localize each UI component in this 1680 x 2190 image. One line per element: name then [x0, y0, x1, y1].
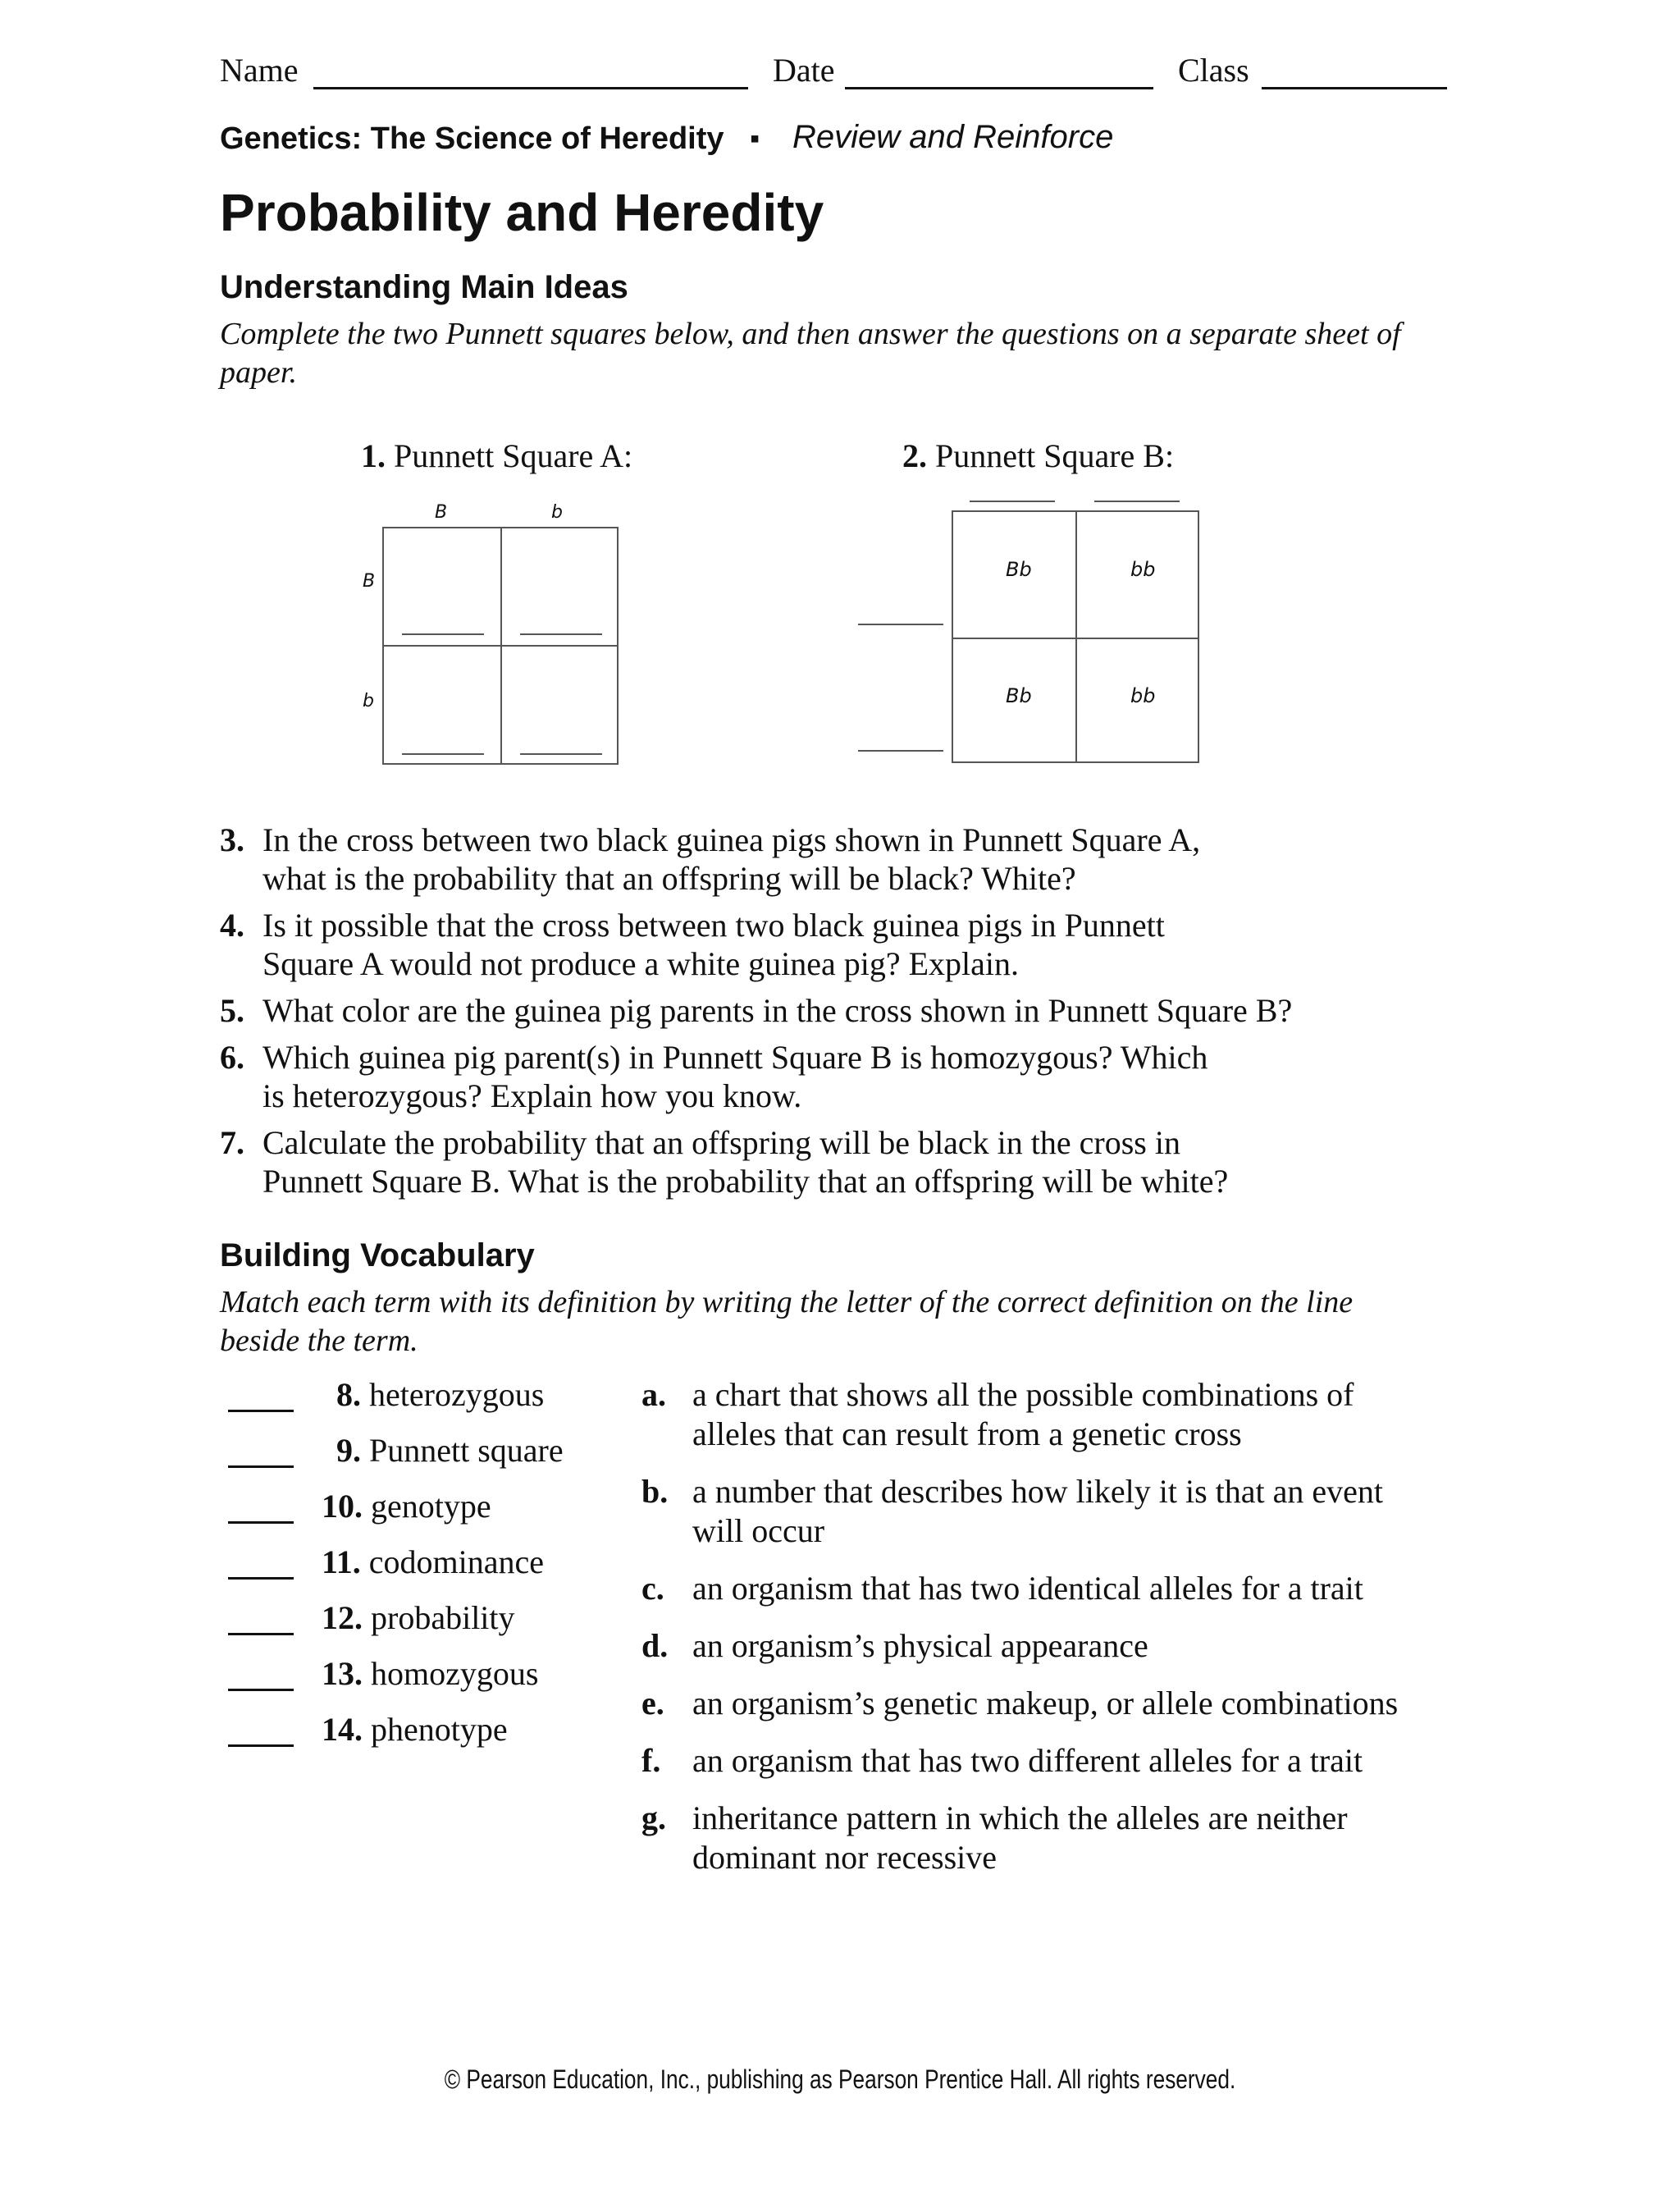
term-text: homozygous [371, 1655, 539, 1692]
term-text: genotype [371, 1488, 491, 1525]
section-subtitle: Review and Reinforce [792, 119, 1114, 155]
definition-letter: a. [641, 1376, 666, 1413]
definition-text-continued: will occur [692, 1512, 825, 1549]
main-ideas-instructions: Complete the two Punnett squares below, and then answer the questions on a separate sheet of paper. [220, 317, 1401, 390]
answer-blank[interactable] [228, 1577, 294, 1580]
term-text: phenotype [371, 1711, 508, 1748]
punnett-b-divider-vertical [1075, 512, 1077, 761]
punnett-a-label [361, 437, 632, 475]
question-number: 6. [220, 1039, 244, 1076]
punnett-b-top-allele-1-blank[interactable] [970, 501, 1055, 502]
answer-blank[interactable] [228, 1521, 294, 1524]
date-field[interactable] [845, 87, 1153, 89]
definition-text: a number that describes how likely it is that an event [692, 1473, 1383, 1510]
answer-blank[interactable] [228, 1689, 294, 1691]
question-7 [220, 1123, 1467, 1200]
answer-blank[interactable] [228, 1465, 294, 1468]
term-text: probability [371, 1599, 515, 1636]
definition-letter: c. [641, 1570, 664, 1607]
punnett-a-cell-1-blank[interactable] [402, 633, 484, 635]
main-ideas-heading: Understanding Main Ideas [220, 269, 628, 305]
name-label: Name [220, 52, 299, 89]
definition-letter: g. [641, 1799, 666, 1836]
definition-c [641, 1569, 1478, 1608]
term-text: heterozygous [369, 1376, 545, 1413]
vocabulary-heading: Building Vocabulary [220, 1237, 535, 1273]
definition-text-continued: alleles that can result from a genetic cross [692, 1415, 1242, 1452]
punnett-a-title: Punnett Square A: [394, 437, 633, 474]
question-text: In the cross between two black guinea pigs shown in Punnett Square A, [262, 821, 1201, 858]
question-text: Is it possible that the cross between two black guinea pigs in Punnett [262, 907, 1165, 944]
punnett-b-side-allele-2-blank[interactable] [858, 750, 943, 752]
question-4 [220, 906, 1467, 983]
punnett-b-title: Punnett Square B: [935, 437, 1175, 474]
definition-d [641, 1626, 1478, 1666]
question-text-continued: Punnett Square B. What is the probability that an offspring will be white? [262, 1163, 1229, 1200]
definition-text: a chart that shows all the possible combinations of [692, 1376, 1354, 1413]
question-text: What color are the guinea pig parents in the cross shown in Punnett Square B? [262, 992, 1293, 1029]
definition-text: an organism that has two different alleles for a trait [692, 1742, 1363, 1779]
term-text: codominance [368, 1543, 545, 1580]
definition-text: inheritance pattern in which the alleles are neither [692, 1799, 1348, 1836]
term-number: 9. [336, 1432, 361, 1469]
definition-text: an organism’s physical appearance [692, 1627, 1148, 1664]
question-number: 5. [220, 992, 244, 1029]
punnett-a-side-allele-1: B [363, 571, 376, 592]
vocabulary-instructions: Match each term with its definition by writing the letter of the correct definition on the line beside the term. [220, 1285, 1354, 1358]
term-number: 10. [322, 1488, 363, 1525]
question-list [220, 821, 1467, 1200]
question-5 [220, 991, 1467, 1030]
term-number: 14. [322, 1711, 363, 1748]
term-number: 8. [336, 1376, 361, 1413]
definition-a [641, 1375, 1478, 1454]
question-text: Calculate the probability that an offspring will be black in the cross in [262, 1124, 1180, 1161]
term-number: 11. [322, 1543, 361, 1580]
punnett-b-cell-2: bb [1130, 558, 1156, 581]
copyright-footer: © Pearson Education, Inc., publishing as Pearson Prentice Hall. All rights reserved. [444, 2064, 1236, 2094]
punnett-b-divider-horizontal [953, 638, 1198, 639]
punnett-a-top-allele-2: b [551, 502, 563, 523]
punnett-a-top-allele-1: B [435, 502, 448, 523]
question-3 [220, 821, 1467, 898]
page-title: Probability and Heredity [220, 183, 824, 242]
punnett-a-divider-horizontal [384, 645, 617, 647]
definition-letter: f. [641, 1742, 661, 1779]
question-number: 3. [220, 821, 244, 858]
definition-text: an organism’s genetic makeup, or allele combinations [692, 1685, 1399, 1721]
answer-blank[interactable] [228, 1744, 294, 1747]
term-text: Punnett square [369, 1432, 564, 1469]
punnett-b-cell-4: bb [1130, 684, 1156, 707]
class-field[interactable] [1262, 87, 1447, 89]
term-number: 12. [322, 1599, 363, 1636]
punnett-a-side-allele-2: b [363, 691, 374, 711]
punnett-a-cell-2-blank[interactable] [520, 633, 602, 635]
punnett-a-cell-3-blank[interactable] [402, 753, 484, 755]
definition-text-continued: dominant nor recessive [692, 1839, 997, 1876]
definition-b [641, 1472, 1478, 1551]
question-text: Which guinea pig parent(s) in Punnett Square B is homozygous? Which [262, 1039, 1208, 1076]
definition-text: an organism that has two identical alleles for a trait [692, 1570, 1363, 1607]
punnett-b-label [902, 437, 1174, 475]
question-6 [220, 1038, 1467, 1115]
definition-letter: e. [641, 1685, 664, 1721]
punnett-a-cell-4-blank[interactable] [520, 753, 602, 755]
punnett-b-grid [952, 510, 1199, 763]
definition-letter: b. [641, 1473, 669, 1510]
punnett-a-number: 1. [361, 437, 386, 474]
class-label: Class [1178, 52, 1249, 89]
definition-letter: d. [641, 1627, 669, 1664]
question-text-continued: Square A would not produce a white guinea pig? Explain. [262, 945, 1020, 982]
vocab-definition-list [641, 1375, 1478, 1877]
bullet-separator: ▪ [750, 123, 760, 154]
answer-blank[interactable] [228, 1633, 294, 1635]
question-number: 4. [220, 907, 244, 944]
date-label: Date [773, 52, 835, 89]
name-field[interactable] [313, 87, 748, 89]
punnett-a-grid [382, 527, 619, 765]
question-text-continued: is heterozygous? Explain how you know. [262, 1077, 802, 1114]
punnett-b-side-allele-1-blank[interactable] [858, 624, 943, 625]
punnett-b-number: 2. [902, 437, 927, 474]
definition-f [641, 1741, 1478, 1781]
chapter-title: Genetics: The Science of Heredity [220, 121, 724, 156]
punnett-b-cell-3: Bb [1006, 684, 1032, 707]
punnett-b-cell-1: Bb [1006, 558, 1032, 581]
punnett-b-top-allele-2-blank[interactable] [1094, 501, 1180, 502]
definition-g [641, 1799, 1478, 1877]
question-text-continued: what is the probability that an offspring will be black? White? [262, 860, 1076, 897]
definition-e [641, 1684, 1478, 1723]
answer-blank[interactable] [228, 1410, 294, 1412]
term-number: 13. [322, 1655, 363, 1692]
question-number: 7. [220, 1124, 244, 1161]
